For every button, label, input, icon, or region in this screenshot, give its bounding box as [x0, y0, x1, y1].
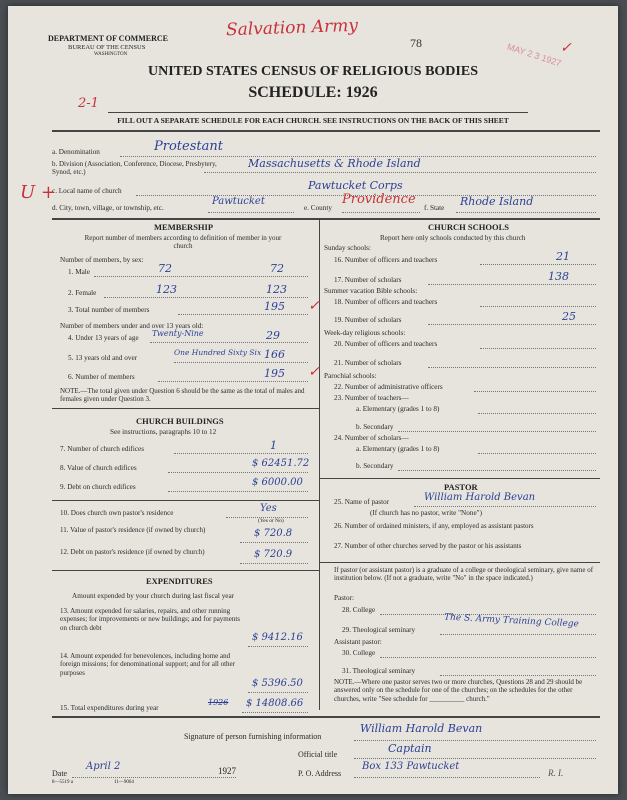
expenditures-sub: Amount expended by your church during last fiscal year — [72, 592, 235, 600]
q16-label: 16. Number of officers and teachers — [334, 256, 438, 264]
q25-hint: (If church has no pastor, write "None") — [370, 509, 482, 517]
pastor-title: PASTOR — [444, 482, 478, 492]
q8-value: $ 62451.72 — [252, 458, 310, 469]
check-mark-icon: ✓ — [308, 364, 320, 380]
print-number: 11—9064 — [114, 780, 134, 785]
q3-value: 195 — [264, 300, 285, 313]
blank-line — [240, 563, 308, 564]
q22-label: 22. Number of administrative officers — [334, 383, 443, 391]
schools-intro: Report here only schools conducted by this church — [380, 234, 526, 242]
q10-label: 10. Does church own pastor's residence — [60, 509, 174, 517]
rule — [52, 716, 600, 718]
county-label: e. County — [304, 204, 332, 212]
asst-pastor-sublabel: Assistant pastor: — [334, 638, 382, 646]
po-address-label: P. O. Address — [298, 769, 342, 778]
blank-line — [204, 172, 596, 173]
rule — [319, 562, 600, 563]
rule — [52, 130, 600, 132]
q28-label: 28. College — [342, 606, 376, 614]
q10-hint: (Yes or No) — [258, 518, 284, 524]
q13-value: $ 9412.16 — [252, 632, 303, 643]
schools-title: CHURCH SCHOOLS — [428, 222, 509, 232]
blank-line — [398, 470, 596, 471]
parochial-label: Parochial schools: — [324, 372, 377, 380]
division-label: b. Division (Association, Conference, Diocese, Presbytery, Synod, etc.) — [52, 160, 217, 177]
q30-label: 30. College — [342, 649, 376, 657]
blank-line — [94, 276, 308, 277]
blank-line — [398, 431, 596, 432]
sunday-label: Sunday schools: — [324, 244, 371, 252]
blank-line — [354, 740, 596, 741]
blank-line — [478, 413, 596, 414]
schedule-title: SCHEDULE: 1926 — [248, 84, 378, 101]
q7-value: 1 — [270, 439, 277, 452]
q12-value: $ 720.9 — [254, 549, 293, 560]
blank-line — [354, 777, 540, 778]
rule — [52, 408, 319, 409]
rule — [108, 112, 528, 113]
city-label: WASHINGTON — [94, 52, 128, 57]
form-title: UNITED STATES CENSUS OF RELIGIOUS BODIES — [147, 64, 478, 79]
local-name-label: c. Local name of church — [52, 187, 122, 195]
pastor-sublabel: Pastor: — [334, 594, 354, 602]
blank-line — [480, 348, 596, 349]
blank-line — [354, 758, 596, 759]
blank-line — [480, 306, 596, 307]
q6-label: 6. Number of members — [68, 373, 135, 381]
blank-line — [480, 264, 596, 265]
state-value: Rhode Island — [460, 195, 534, 208]
q19-value: 25 — [562, 310, 576, 323]
q4-value: 29 — [266, 329, 280, 342]
date-year: 1927 — [218, 766, 236, 776]
official-title-value: Captain — [388, 742, 432, 755]
q17-label: 17. Number of scholars — [334, 276, 402, 284]
blank-line — [428, 284, 596, 285]
q23b-label: b. Secondary — [356, 423, 394, 431]
q11-label: 11. Value of pastor's residence (if owned by church) — [60, 526, 206, 534]
weekday-label: Week-day religious schools: — [324, 329, 406, 337]
q2-value-b: 123 — [266, 283, 287, 296]
q20-label: 20. Number of officers and teachers — [334, 340, 438, 348]
blank-line — [478, 453, 596, 454]
q15-year: 1926 — [208, 698, 229, 707]
q9-value: $ 6000.00 — [252, 477, 303, 488]
q12-label: 12. Debt on pastor's residence (if owned by church) — [60, 548, 205, 556]
membership-intro: Report number of members according to definition of member in your church — [84, 234, 282, 251]
county-value: Providence — [342, 192, 416, 207]
q4-label: 4. Under 13 years of age — [68, 334, 139, 342]
q13-label: 13. Amount expended for salaries, repairs, and other running expenses; for improvements or new buildings; and for payments on church debt — [60, 607, 241, 632]
q16-value: 21 — [556, 250, 570, 263]
blank-line — [440, 675, 596, 676]
q25-label: 25. Name of pastor — [334, 498, 390, 506]
q1-value-a: 72 — [158, 262, 172, 275]
department-label: DEPARTMENT OF COMMERCE — [48, 34, 169, 43]
q5-value: 166 — [264, 348, 285, 361]
blank-line — [248, 646, 308, 647]
pastor-note: NOTE.—Where one pastor serves two or more churches, Questions 28 and 29 should be answered only on the schedule for one of the churches; on the schedules for the other churches, write "See schedule for __________ church." — [334, 678, 583, 703]
q1-label: 1. Male — [68, 268, 90, 276]
expenditures-title: EXPENDITURES — [146, 576, 213, 586]
q31-label: 31. Theological seminary — [342, 667, 416, 675]
official-title-label: Official title — [298, 750, 338, 759]
denomination-label: a. Denomination — [52, 148, 100, 156]
q24b-label: b. Secondary — [356, 462, 394, 470]
blank-line — [158, 381, 308, 382]
po-address-value: Box 133 Pawtucket — [362, 761, 460, 772]
census-schedule-sheet — [8, 6, 618, 794]
membership-note: NOTE.—The total given under Question 6 should be the same as the total of males and females given under Question 3. — [60, 387, 305, 404]
signature-label: Signature of person furnishing information — [184, 732, 322, 741]
blank-line — [342, 212, 420, 213]
form-number: 78 — [410, 36, 422, 50]
city-value: Pawtucket — [212, 196, 265, 207]
blank-line — [440, 634, 596, 635]
q26-label: 26. Number of ordained ministers, if any, employed as assistant pastors — [334, 522, 534, 530]
blank-line — [428, 324, 596, 325]
rule — [52, 500, 319, 501]
blank-line — [474, 391, 596, 392]
local-name-value: Pawtucket Corps — [308, 179, 403, 192]
date-value: April 2 — [86, 761, 121, 772]
blank-line — [174, 453, 308, 454]
q6-value: 195 — [264, 367, 285, 380]
blank-line — [168, 491, 308, 492]
check-mark-icon: ✓ — [308, 298, 320, 314]
blank-line — [456, 212, 596, 213]
q5-words: One Hundred Sixty Six — [174, 348, 262, 357]
margin-mark: U + — [20, 182, 56, 203]
q4-words: Twenty-Nine — [152, 329, 204, 338]
q10-value: Yes — [260, 503, 277, 514]
blank-line — [428, 367, 596, 368]
q24a-label: a. Elementary (grades 1 to 8) — [356, 445, 440, 453]
city-field-label: d. City, town, village, or township, etc. — [52, 204, 164, 212]
form-id: 8—5519 a — [52, 780, 73, 785]
rule — [52, 218, 600, 220]
q2-value-a: 123 — [156, 283, 177, 296]
summer-label: Summer vacation Bible schools: — [324, 287, 418, 295]
corner-mark: 2-1 — [78, 96, 99, 111]
q18-label: 18. Number of officers and teachers — [334, 298, 438, 306]
state-abbrev-mark: R. I. — [548, 768, 564, 778]
blank-line — [174, 362, 308, 363]
q29-label: 29. Theological seminary — [342, 626, 416, 634]
q3-label: 3. Total number of members — [68, 306, 150, 314]
q15-label: 15. Total expenditures during year — [60, 704, 159, 712]
handwritten-salvation-army: Salvation Army — [225, 15, 359, 41]
blank-line — [242, 712, 308, 713]
blank-line — [104, 297, 308, 298]
membership-title: MEMBERSHIP — [154, 222, 214, 232]
blank-line — [240, 542, 308, 543]
buildings-title: CHURCH BUILDINGS — [136, 416, 224, 426]
bureau-label: BUREAU OF THE CENSUS — [68, 44, 146, 51]
instruction-banner: FILL OUT A SEPARATE SCHEDULE FOR EACH CHURCH. SEE INSTRUCTIONS ON THE BACK OF THIS SHEET — [117, 116, 509, 125]
q24-label: 24. Number of scholars— — [334, 434, 409, 442]
q19-label: 19. Number of scholars — [334, 316, 402, 324]
graduate-note: If pastor (or assistant pastor) is a graduate of a college or theological seminary, give name of institution below. (If not a graduate, write "No" in the space indicated.) — [334, 566, 594, 583]
buildings-sub: See instructions, paragraphs 10 to 12 — [110, 428, 217, 436]
blank-line — [380, 657, 596, 658]
blank-line — [150, 342, 308, 343]
blank-line — [208, 212, 294, 213]
q27-label: 27. Number of other churches served by the pastor or his assistants — [334, 542, 522, 550]
state-label: f. State — [424, 204, 445, 212]
check-mark-icon: ✓ — [560, 40, 572, 56]
blank-line — [72, 777, 236, 778]
division-value: Massachusetts & Rhode Island — [248, 157, 421, 170]
rule — [52, 570, 319, 571]
date-label: Date — [52, 769, 68, 778]
column-divider — [319, 218, 320, 710]
q5-label: 5. 13 years old and over — [68, 354, 138, 362]
q23a-label: a. Elementary (grades 1 to 8) — [356, 405, 440, 413]
q11-value: $ 720.8 — [254, 528, 293, 539]
q9-label: 9. Debt on church edifices — [60, 483, 136, 491]
received-date-stamp: MAY 2 3 1927 — [505, 41, 563, 69]
rule — [319, 478, 600, 479]
under-over-label: Number of members under and over 13 years old: — [60, 322, 204, 330]
q1-value-b: 72 — [270, 262, 284, 275]
q21-label: 21. Number of scholars — [334, 359, 402, 367]
q25-value: William Harold Bevan — [424, 492, 536, 503]
q29-value: The S. Army Training College — [443, 612, 580, 630]
blank-line — [168, 472, 308, 473]
by-sex-label: Number of members, by sex: — [60, 256, 144, 264]
q14-value: $ 5396.50 — [252, 678, 303, 689]
blank-line — [248, 692, 308, 693]
q2-label: 2. Female — [68, 289, 97, 297]
q17-value: 138 — [548, 270, 569, 283]
q15-value: $ 14808.66 — [246, 698, 304, 709]
denomination-value: Protestant — [154, 139, 223, 154]
blank-line — [178, 314, 308, 315]
q14-label: 14. Amount expended for benevolences, including home and foreign missions; for denominational support; and for all other purposes — [60, 652, 235, 677]
q23-label: 23. Number of teachers— — [334, 394, 409, 402]
signature-value: William Harold Bevan — [360, 722, 483, 735]
q7-label: 7. Number of church edifices — [60, 445, 145, 453]
q8-label: 8. Value of church edifices — [60, 464, 137, 472]
blank-line — [414, 506, 596, 507]
